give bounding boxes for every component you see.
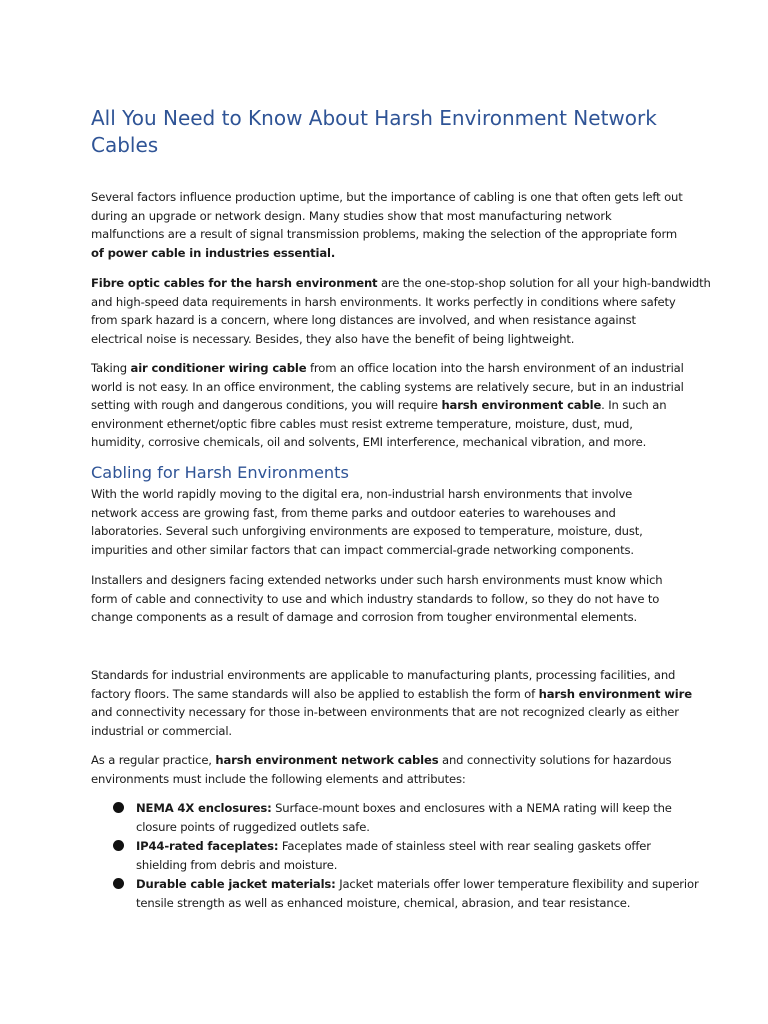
section-heading: Cabling for Harsh Environments [91,463,349,482]
bullet-icon [113,802,124,813]
paragraph-standards: Standards for industrial environments are applicable to manufacturing plants, processing facilities, and factory floors. The same standards will also be applied to establish the form of harsh environment wire and connectivity necessary for those in-between environments that are not recognized clearly as either industrial or commercial. [91,668,692,738]
bullet-icon [113,840,124,851]
page-title [91,105,691,159]
paragraph-digital-era: With the world rapidly moving to the digital era, non-industrial harsh environments that involve network access are growing fast, from theme parks and outdoor eateries to warehouses and laboratories. Several such unforgiving environments are exposed to temperature, moisture, dust, impurities and other similar factors that can impact commercial-grade networking components. [91,487,643,557]
attributes-list [91,799,699,913]
title-line-2: Cables [91,133,159,157]
title-line-1: All You Need to Know About Harsh Environment Network [91,106,657,130]
list-item: Durable cable jacket materials: Jacket materials offer lower temperature flexibility and superior tensile strength as well as enhanced moisture, chemical, abrasion, and tear resistance. [91,875,691,912]
bullet-icon [113,878,124,889]
paragraph-regular-practice: As a regular practice, harsh environment network cables and connectivity solutions for hazardous environments must include the following elements and attributes: [91,753,672,786]
paragraph-air-conditioner: Taking air conditioner wiring cable from an office location into the harsh environment of an industrial world is not easy. In an office environment, the cabling systems are relatively secure, but in an industrial setting with rough and dangerous conditions, you will require harsh environment cable. In such an environment ethernet/optic fibre cables must resist extreme temperature, moisture, dust, mud, humidity, corrosive chemicals, oil and solvents, EMI interference, mechanical vibration, and more. [91,361,684,449]
list-item: IP44-rated faceplates: Faceplates made of stainless steel with rear sealing gaskets offer shielding from debris and moisture. [91,837,691,874]
paragraph-intro: Several factors influence production uptime, but the importance of cabling is one that often gets left out during an upgrade or network design. Many studies show that most manufacturing network malfunctions are a result of signal transmission problems, making the selection of the appropriate form of power cable in industries essential. [91,190,683,260]
paragraph-fibre-optic: Fibre optic cables for the harsh environment are the one-stop-shop solution for all your high-bandwidth and high-speed data requirements in harsh environments. It works perfectly in conditions where safety from spark hazard is a concern, where long distances are involved, and when resistance against electrical noise is necessary. Besides, they also have the benefit of being lightweight. [91,276,711,346]
list-item: NEMA 4X enclosures: Surface-mount boxes and enclosures with a NEMA rating will keep the closure points of ruggedized outlets safe. [91,799,691,836]
paragraph-installers: Installers and designers facing extended networks under such harsh environments must know which form of cable and connectivity to use and which industry standards to follow, so they do not have to change components as a result of damage and corrosion from tougher environmental elements. [91,573,663,624]
